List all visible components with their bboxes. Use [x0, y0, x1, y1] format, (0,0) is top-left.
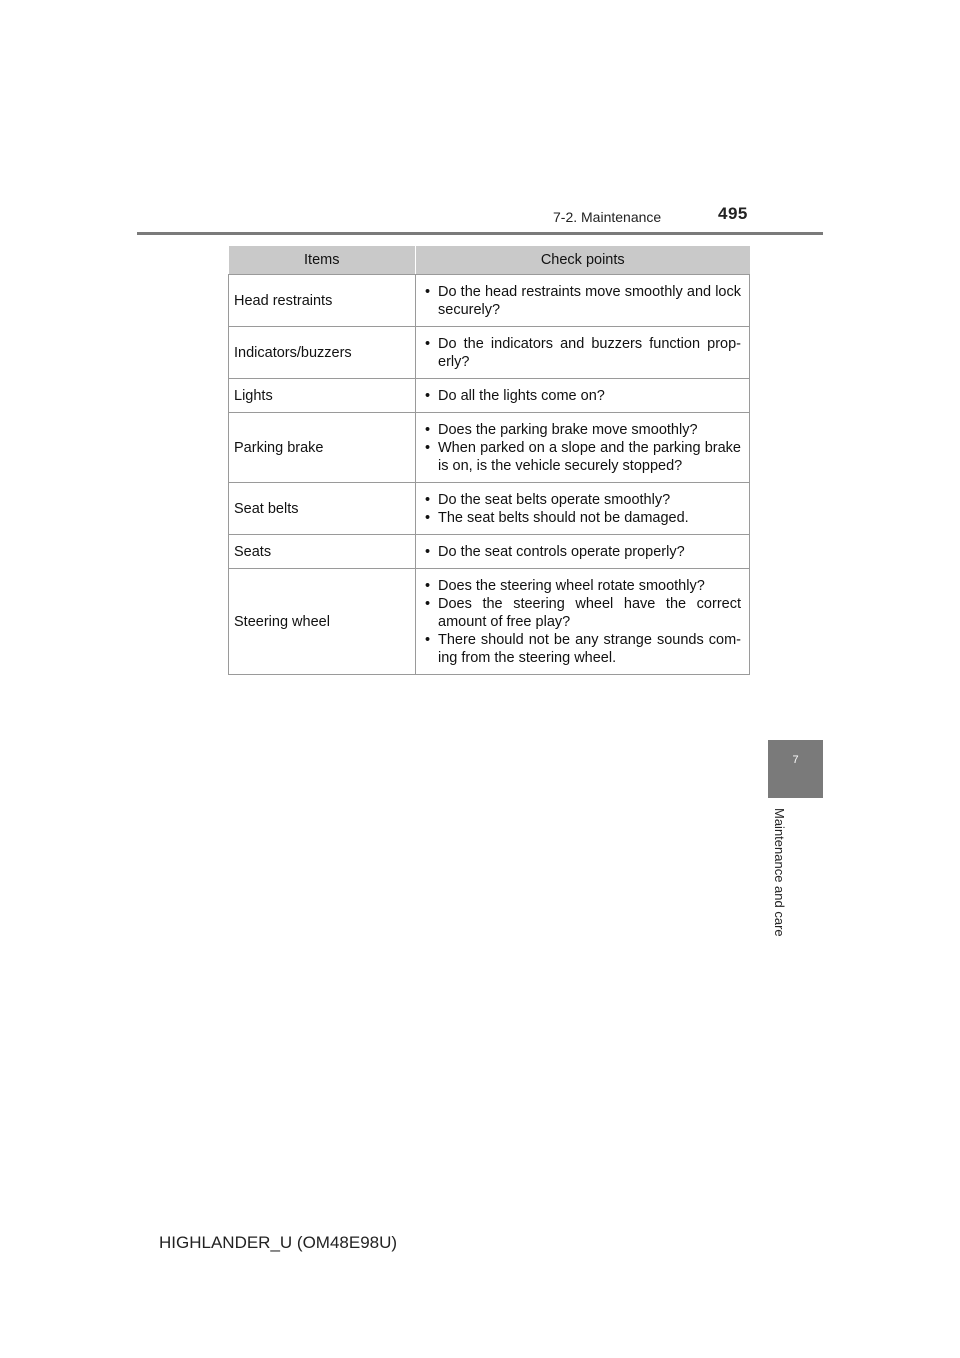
check-point: • The seat belts should not be damaged. — [425, 509, 741, 527]
points-cell — [416, 379, 750, 413]
check-point: • When parked on a slope and the parking brake is on, is the vehicle securely stopped? — [425, 439, 741, 475]
item-cell: Head restraints — [229, 275, 416, 327]
item-cell: Steering wheel — [229, 569, 416, 675]
item-cell: Seat belts — [229, 483, 416, 535]
page-number: 495 — [718, 204, 748, 223]
section-title: 7-2. Maintenance — [553, 209, 662, 225]
points-cell — [416, 569, 750, 675]
check-point: • Do the seat belts operate smoothly? — [425, 491, 741, 509]
column-header-check-points: Check points — [416, 246, 750, 275]
table-row — [229, 379, 750, 413]
check-point: • Do all the lights come on? — [425, 387, 741, 405]
table-header-row — [229, 246, 750, 275]
check-point: • Does the steering wheel have the correct amount of free play? — [425, 595, 741, 631]
chapter-tab — [768, 740, 823, 798]
table-row — [229, 569, 750, 675]
table-row — [229, 275, 750, 327]
points-cell — [416, 535, 750, 569]
chapter-number: 7 — [792, 754, 799, 766]
item-cell: Lights — [229, 379, 416, 413]
check-points-table — [228, 246, 750, 675]
chapter-label: Maintenance and care — [772, 808, 787, 937]
item-cell: Indicators/buzzers — [229, 327, 416, 379]
points-cell — [416, 275, 750, 327]
column-header-items: Items — [229, 246, 416, 275]
item-cell: Seats — [229, 535, 416, 569]
check-point: • Do the indicators and buzzers function prop-erly? — [425, 335, 741, 371]
footer-model-code: HIGHLANDER_U (OM48E98U) — [159, 1233, 398, 1252]
points-cell — [416, 483, 750, 535]
table-row — [229, 413, 750, 483]
table-row — [229, 327, 750, 379]
check-point: • There should not be any strange sounds com-ing from the steering wheel. — [425, 631, 741, 667]
check-point: • Does the steering wheel rotate smoothly? — [425, 577, 741, 595]
check-point: • Does the parking brake move smoothly? — [425, 421, 741, 439]
table-row — [229, 535, 750, 569]
points-cell — [416, 413, 750, 483]
table-row — [229, 483, 750, 535]
header-divider — [137, 232, 823, 235]
check-point: • Do the head restraints move smoothly and lock securely? — [425, 283, 741, 319]
check-point: • Do the seat controls operate properly? — [425, 543, 741, 561]
points-cell — [416, 327, 750, 379]
item-cell: Parking brake — [229, 413, 416, 483]
